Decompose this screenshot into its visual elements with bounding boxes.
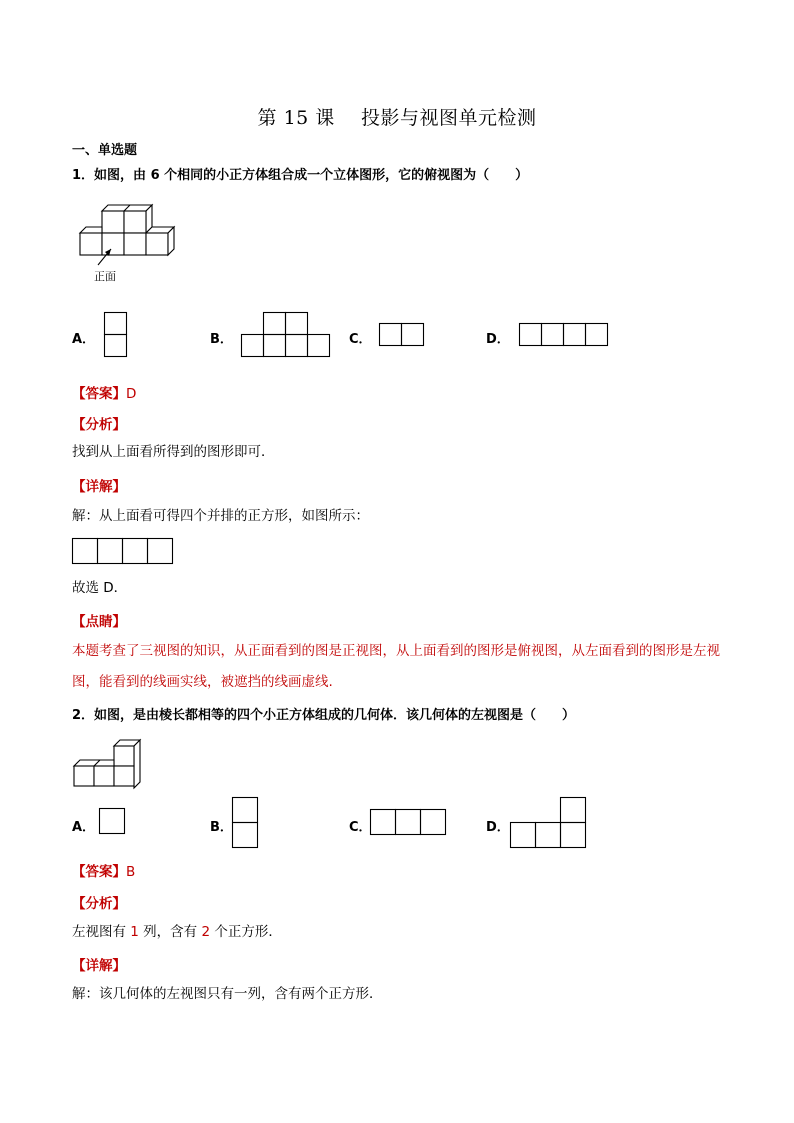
q1-comment-tag	[72, 610, 126, 630]
question-2-stem	[72, 704, 575, 723]
q1-option-b-figure[interactable]	[241, 312, 331, 358]
q1-option-c-label[interactable]: C．	[349, 332, 372, 347]
answer-value: B	[126, 864, 136, 880]
answer-tag: 【答案】	[72, 386, 126, 402]
q1-answer	[72, 382, 136, 402]
q2-option-a-figure[interactable]	[99, 808, 127, 836]
q2-analysis-tag	[72, 892, 126, 912]
q1-option-c-figure[interactable]	[379, 323, 425, 347]
q2-analysis-text	[72, 917, 732, 947]
q1-option-d-label[interactable]: D．	[486, 332, 510, 347]
front-label: 正面	[94, 270, 116, 283]
q1-detail-text: 解：从上面看可得四个并排的正方形，如图所示：	[72, 508, 369, 524]
q1-detail-figure	[72, 538, 176, 566]
q2-option-d-figure[interactable]	[510, 797, 588, 849]
q2-option-c-label[interactable]: C．	[349, 820, 372, 835]
q1-option-a-label[interactable]: A．	[72, 332, 96, 347]
question-2-text: 如图，是由棱长都相等的四个小正方体组成的几何体．该几何体的左视图是（ ）	[94, 708, 576, 723]
detail-tag: 【详解】	[72, 958, 126, 974]
comment-tag: 【点睛】	[72, 614, 126, 630]
question-2-solid-figure	[74, 738, 144, 788]
question-1-stem	[72, 164, 528, 183]
q2-detail-tag	[72, 954, 126, 974]
question-1-text: 如图，由 6 个相同的小正方体组合成一个立体图形，它的俯视图为（ ）	[94, 168, 529, 183]
q1-conclusion: 故选 D．	[72, 580, 128, 596]
q2-option-a-label[interactable]: A．	[72, 820, 96, 835]
analysis-number: 2	[201, 924, 211, 940]
analysis-number: 1	[130, 924, 139, 940]
section-heading: 一、单选题	[72, 143, 138, 158]
q1-option-d-figure[interactable]	[519, 323, 609, 347]
q2-option-b-figure[interactable]	[232, 797, 260, 849]
answer-value: D	[126, 386, 137, 402]
q1-comment-text: 本题考查了三视图的知识，从正面看到的图是正视图，从上面看到的图形是俯视图，从左面看到的图形是左视图，能看到的线画实线，被遮挡的线画虚线.	[72, 643, 720, 690]
q2-detail-text: 解：该几何体的左视图只有一列，含有两个正方形．	[72, 986, 383, 1002]
q2-option-c-figure[interactable]	[370, 809, 448, 837]
analysis-tag: 【分析】	[72, 896, 126, 912]
q1-detail-tag	[72, 475, 126, 495]
q1-analysis-tag	[72, 413, 126, 433]
question-2-number: 2．	[72, 708, 95, 723]
q1-option-a-figure[interactable]	[104, 312, 128, 358]
q1-option-b-label[interactable]: B．	[210, 332, 233, 347]
page-title: 第 15 课 投影与视图单元检测	[257, 107, 537, 129]
q2-option-b-label[interactable]: B．	[210, 820, 233, 835]
question-1-number: 1．	[72, 168, 95, 183]
analysis-part: 个正方形．	[210, 924, 282, 940]
analysis-part: 列，含有	[138, 924, 202, 940]
detail-tag: 【详解】	[72, 479, 126, 495]
q2-option-d-label[interactable]: D．	[486, 820, 510, 835]
answer-tag: 【答案】	[72, 864, 126, 880]
analysis-part: 左视图有	[72, 924, 131, 940]
q1-analysis-text: 找到从上面看所得到的图形即可．	[72, 444, 275, 460]
q2-answer	[72, 860, 135, 880]
analysis-tag: 【分析】	[72, 417, 126, 433]
